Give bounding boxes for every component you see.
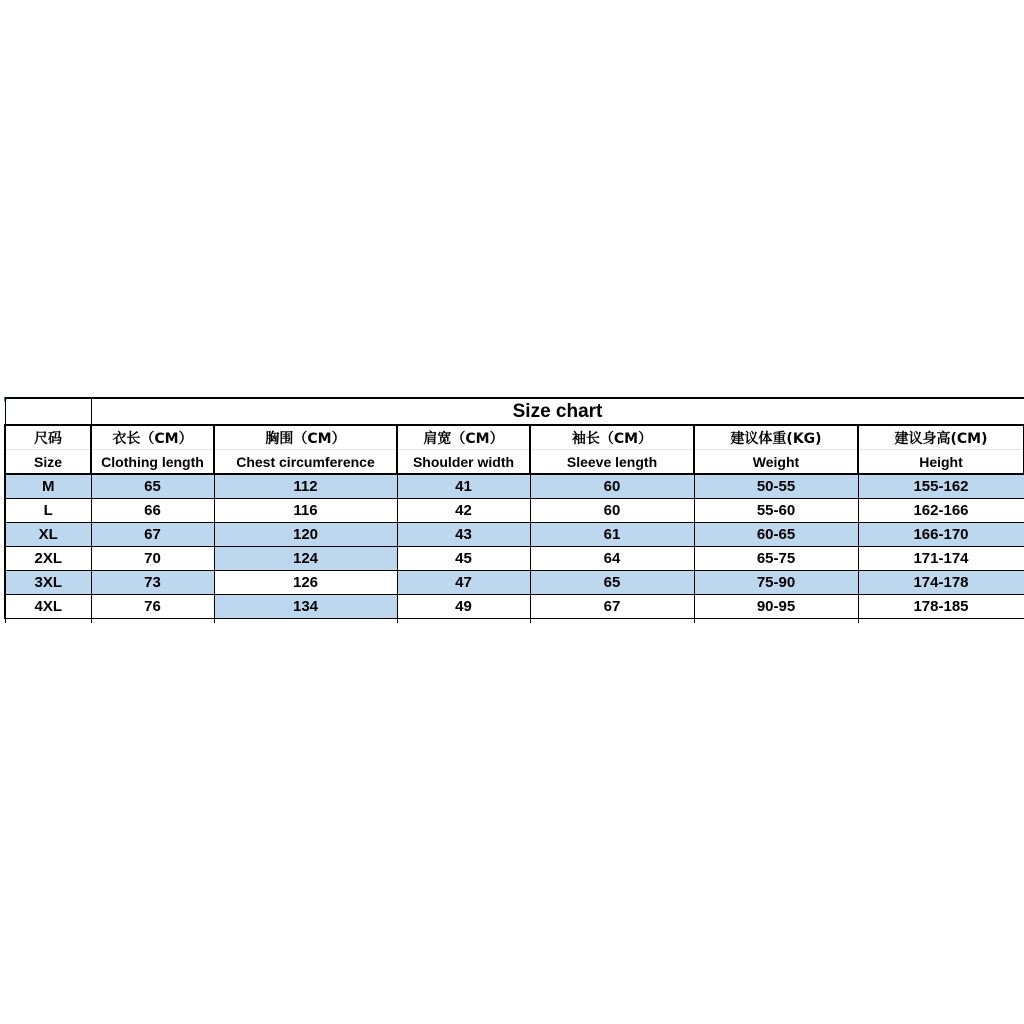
cell-sleeve[interactable]: 61: [530, 523, 694, 547]
cell-chest[interactable]: 126: [214, 571, 397, 595]
cell-sleeve[interactable]: 67: [530, 595, 694, 619]
cell-height[interactable]: 166-170: [858, 523, 1024, 547]
header-cn-chest[interactable]: 胸围（CM）: [214, 425, 397, 450]
cell-shoulder[interactable]: 45: [397, 547, 530, 571]
header-en-clothing-length[interactable]: Clothing length: [91, 450, 214, 475]
cell-clothing-length[interactable]: 66: [91, 499, 214, 523]
empty-cell[interactable]: [858, 619, 1024, 624]
header-cn-clothing-length[interactable]: 衣长（CM）: [91, 425, 214, 450]
cell-size[interactable]: 3XL: [5, 571, 91, 595]
cell-sleeve[interactable]: 64: [530, 547, 694, 571]
table-row: [5, 523, 1024, 547]
cell-weight[interactable]: 75-90: [694, 571, 858, 595]
cell-height[interactable]: 174-178: [858, 571, 1024, 595]
table-row: [5, 571, 1024, 595]
cell-shoulder[interactable]: 43: [397, 523, 530, 547]
cell-size[interactable]: XL: [5, 523, 91, 547]
cell-weight[interactable]: 65-75: [694, 547, 858, 571]
title-spacer-cell[interactable]: [5, 398, 91, 425]
table-row: [5, 595, 1024, 619]
empty-cell[interactable]: [5, 619, 91, 624]
table-row: [5, 474, 1024, 499]
cell-chest[interactable]: 124: [214, 547, 397, 571]
title-row: [5, 398, 1024, 425]
cell-height[interactable]: 162-166: [858, 499, 1024, 523]
header-en-size[interactable]: Size: [5, 450, 91, 475]
cell-chest[interactable]: 112: [214, 474, 397, 499]
header-cn-shoulder[interactable]: 肩宽（CM）: [397, 425, 530, 450]
cell-shoulder[interactable]: 49: [397, 595, 530, 619]
table-row: [5, 547, 1024, 571]
size-chart-table: [4, 397, 1024, 623]
cell-clothing-length[interactable]: 70: [91, 547, 214, 571]
cell-weight[interactable]: 60-65: [694, 523, 858, 547]
header-cn-size[interactable]: 尺码: [5, 425, 91, 450]
header-en-shoulder[interactable]: Shoulder width: [397, 450, 530, 475]
cell-weight[interactable]: 50-55: [694, 474, 858, 499]
header-cn-height[interactable]: 建议身高(CM): [858, 425, 1024, 450]
empty-cell[interactable]: [214, 619, 397, 624]
cell-height[interactable]: 155-162: [858, 474, 1024, 499]
cell-size[interactable]: M: [5, 474, 91, 499]
cell-chest[interactable]: 120: [214, 523, 397, 547]
cell-size[interactable]: L: [5, 499, 91, 523]
header-en-sleeve[interactable]: Sleeve length: [530, 450, 694, 475]
cell-height[interactable]: 171-174: [858, 547, 1024, 571]
cell-size[interactable]: 4XL: [5, 595, 91, 619]
size-chart-title[interactable]: Size chart: [91, 398, 1024, 425]
table-row-clipped: [5, 619, 1024, 624]
header-cn-weight[interactable]: 建议体重(KG): [694, 425, 858, 450]
header-en-weight[interactable]: Weight: [694, 450, 858, 475]
empty-cell[interactable]: [397, 619, 530, 624]
cell-clothing-length[interactable]: 76: [91, 595, 214, 619]
empty-cell[interactable]: [530, 619, 694, 624]
header-cn-sleeve[interactable]: 袖长（CM）: [530, 425, 694, 450]
cell-height[interactable]: 178-185: [858, 595, 1024, 619]
empty-cell[interactable]: [694, 619, 858, 624]
cell-weight[interactable]: 55-60: [694, 499, 858, 523]
cell-sleeve[interactable]: 60: [530, 474, 694, 499]
header-row-chinese: [5, 425, 1024, 450]
cell-chest[interactable]: 134: [214, 595, 397, 619]
cell-shoulder[interactable]: 41: [397, 474, 530, 499]
cell-clothing-length[interactable]: 73: [91, 571, 214, 595]
header-row-english: [5, 450, 1024, 475]
cell-size[interactable]: 2XL: [5, 547, 91, 571]
size-chart-sheet: [4, 397, 1024, 630]
cell-clothing-length[interactable]: 67: [91, 523, 214, 547]
cell-sleeve[interactable]: 60: [530, 499, 694, 523]
table-row: [5, 499, 1024, 523]
cell-clothing-length[interactable]: 65: [91, 474, 214, 499]
cell-weight[interactable]: 90-95: [694, 595, 858, 619]
cell-shoulder[interactable]: 47: [397, 571, 530, 595]
cell-sleeve[interactable]: 65: [530, 571, 694, 595]
empty-cell[interactable]: [91, 619, 214, 624]
header-en-chest[interactable]: Chest circumference: [214, 450, 397, 475]
header-en-height[interactable]: Height: [858, 450, 1024, 475]
cell-shoulder[interactable]: 42: [397, 499, 530, 523]
cell-chest[interactable]: 116: [214, 499, 397, 523]
